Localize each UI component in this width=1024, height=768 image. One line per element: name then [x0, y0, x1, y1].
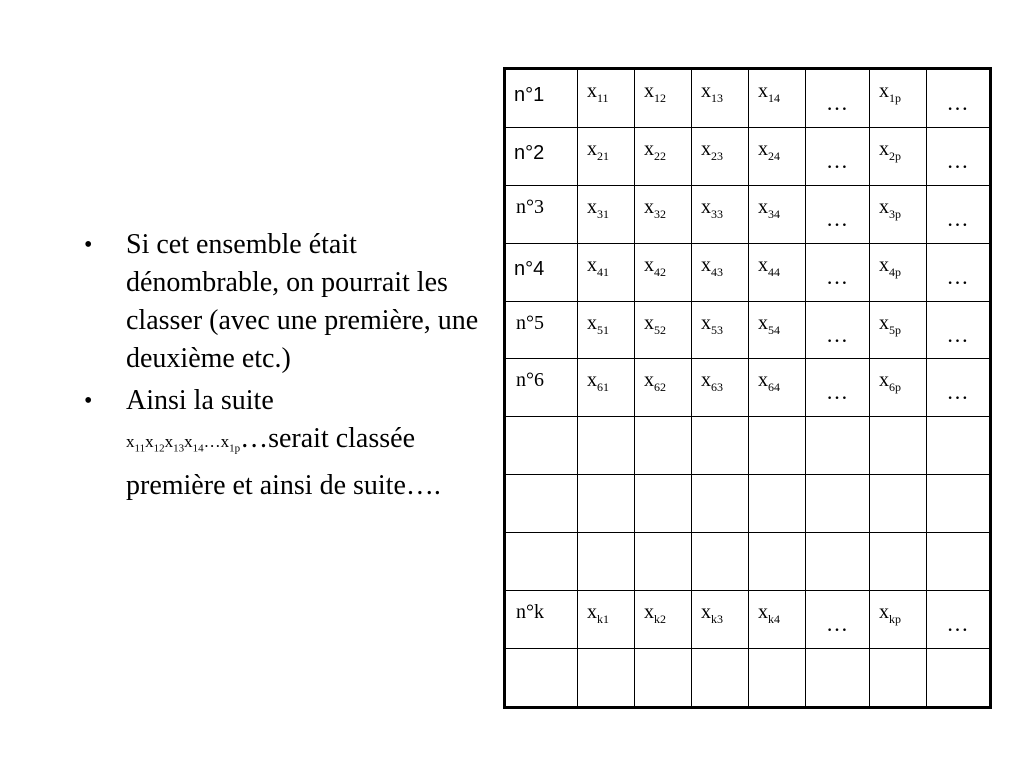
ellipsis: …: [826, 611, 849, 637]
row-label-cell: [505, 243, 578, 301]
x-subscript: 41: [597, 264, 609, 279]
row-label: n°5: [516, 311, 544, 334]
x-term: $x_{12}$: [644, 80, 666, 105]
x-subscript: 61: [597, 380, 609, 395]
x-term: $x_{21}$: [587, 137, 609, 163]
xp-subscript: 1p: [889, 91, 901, 105]
x-subscript: 62: [654, 380, 666, 395]
x-cell: [692, 359, 749, 417]
x-subscript: 53: [711, 322, 723, 337]
ellipsis-cell: [927, 648, 991, 707]
xp-term: $x_{5p}$: [879, 311, 901, 337]
table-row-empty: [505, 533, 991, 591]
x-subscript: 23: [711, 148, 723, 163]
ellipsis-cell: [927, 417, 991, 475]
row-label-cell: [505, 417, 578, 475]
x-cell: [692, 475, 749, 533]
x-term: $x_{64}$: [758, 369, 780, 395]
x-cell: [749, 185, 806, 243]
x-cell: [578, 127, 635, 185]
ellipsis: …: [946, 205, 970, 231]
ellipsis: …: [946, 379, 970, 405]
xp-subscript: 6p: [889, 380, 901, 395]
x-subscript: 11: [597, 91, 609, 105]
xp-term: $x_{3p}$: [879, 195, 901, 221]
xp-cell: [870, 185, 927, 243]
x-cell: [749, 301, 806, 359]
bullet-item-1: [84, 226, 484, 378]
xp-term: $x_{6p}$: [879, 369, 901, 395]
x-term: $x_{32}$: [644, 195, 666, 221]
x-subscript: 24: [768, 148, 780, 163]
table-row: [505, 243, 991, 301]
row-label-cell: [505, 648, 578, 707]
x-cell: [578, 533, 635, 591]
x-cell: [749, 127, 806, 185]
xp-cell: [870, 475, 927, 533]
sequence-term-base: x: [126, 432, 135, 451]
x-subscript: k1: [597, 612, 609, 627]
x-cell: [692, 127, 749, 185]
x-term: $x_{63}$: [701, 369, 723, 395]
x-subscript: 34: [768, 206, 780, 221]
x-term: $x_{62}$: [644, 369, 666, 395]
ellipsis-cell: [927, 243, 991, 301]
x-cell: [692, 185, 749, 243]
x-cell: [749, 591, 806, 649]
xp-cell: [870, 243, 927, 301]
ellipsis: …: [826, 379, 849, 405]
xp-term: $x_{kp}$: [879, 601, 901, 627]
bullet-intro-2: Ainsi la suite: [126, 385, 274, 416]
ellipsis: …: [946, 147, 970, 173]
x-cell: [635, 185, 692, 243]
ellipsis: …: [826, 205, 849, 231]
ellipsis-cell: [927, 359, 991, 417]
x-term: $x_{22}$: [644, 137, 666, 163]
x-subscript: 63: [711, 380, 723, 395]
x-subscript: 44: [768, 264, 780, 279]
x-cell: [749, 475, 806, 533]
row-label-cell: [505, 359, 578, 417]
xp-subscript: 4p: [889, 264, 901, 279]
sequence-term: [184, 432, 204, 455]
ellipsis-cell: [806, 127, 870, 185]
sequence-term-subscript: 11: [134, 442, 146, 455]
ellipsis: …: [826, 263, 849, 289]
x-term: $x_{33}$: [701, 195, 723, 221]
ellipsis-cell: [927, 475, 991, 533]
x-cell: [578, 591, 635, 649]
row-label-cell: [505, 533, 578, 591]
ellipsis: …: [826, 321, 849, 347]
x-cell: [635, 475, 692, 533]
x-cell: [635, 127, 692, 185]
x-term: $x_{13}$: [701, 80, 723, 105]
x-cell: [578, 648, 635, 707]
x-term: $x_{53}$: [701, 311, 723, 337]
xp-term: $x_{1p}$: [879, 80, 901, 105]
x-subscript: 13: [711, 91, 723, 105]
x-term: $x_{54}$: [758, 311, 780, 337]
ellipsis-cell: [806, 301, 870, 359]
row-label-cell: [505, 185, 578, 243]
sequence-term-subscript: 12: [153, 442, 165, 455]
x-cell: [635, 417, 692, 475]
x-cell: [749, 533, 806, 591]
x-cell: [749, 243, 806, 301]
x-term: $x_{51}$: [587, 311, 609, 337]
ellipsis: …: [946, 263, 970, 289]
x-cell: [635, 648, 692, 707]
table-row-empty: [505, 475, 991, 533]
xp-cell: [870, 301, 927, 359]
x-cell: [578, 359, 635, 417]
x-subscript: 64: [768, 380, 780, 395]
row-label-cell: [505, 301, 578, 359]
ellipsis: …: [946, 90, 970, 115]
x-cell: [578, 243, 635, 301]
sequence-term-base: x: [220, 432, 230, 451]
row-label-cell: [505, 69, 578, 128]
enumeration-table: [503, 67, 992, 709]
x-cell: [578, 301, 635, 359]
x-subscript: k3: [711, 612, 723, 627]
x-cell: [578, 185, 635, 243]
x-cell: [635, 533, 692, 591]
ellipsis: …: [946, 611, 970, 637]
bullet-list: [84, 226, 484, 509]
ellipsis-cell: [806, 359, 870, 417]
row-label-cell: [505, 127, 578, 185]
table-row: [505, 301, 991, 359]
ellipsis-cell: [927, 185, 991, 243]
row-label-cell: [505, 475, 578, 533]
x-term: $x_{42}$: [644, 253, 666, 279]
x-subscript: 54: [768, 322, 780, 337]
sequence-term-subscript: 13: [173, 442, 185, 455]
xp-cell: [870, 359, 927, 417]
sequence-term: [145, 432, 165, 455]
x-cell: [578, 475, 635, 533]
x-cell: [692, 243, 749, 301]
ellipsis-cell: [806, 475, 870, 533]
xp-subscript: 3p: [889, 206, 901, 221]
x-subscript: 21: [597, 148, 609, 163]
x-cell: [635, 301, 692, 359]
table-row: [505, 359, 991, 417]
row-label: n°1: [514, 84, 545, 106]
row-label: n°k: [516, 601, 544, 624]
xp-cell: [870, 69, 927, 128]
x-cell: [749, 648, 806, 707]
x-subscript: 51: [597, 322, 609, 337]
sequence-term-base: x: [145, 432, 154, 451]
table-row: [505, 591, 991, 649]
x-cell: [635, 243, 692, 301]
x-subscript: 32: [654, 206, 666, 221]
x-subscript: k4: [768, 612, 780, 627]
xp-subscript: kp: [889, 612, 901, 627]
x-term: $x_{24}$: [758, 137, 780, 163]
x-cell: [635, 359, 692, 417]
bullet-dot: •: [84, 232, 93, 258]
xp-term: $x_{2p}$: [879, 137, 901, 163]
sequence-term-base: x: [184, 432, 193, 451]
xp-cell: [870, 591, 927, 649]
x-cell: [749, 417, 806, 475]
x-term: $x_{11}$: [587, 80, 609, 105]
ellipsis-cell: [806, 533, 870, 591]
x-term: $x_{23}$: [701, 137, 723, 163]
x-subscript: k2: [654, 612, 666, 627]
x-cell: [635, 69, 692, 128]
x-cell: [749, 359, 806, 417]
row-label: n°2: [514, 141, 545, 164]
x-term: $x_{k1}$: [587, 601, 609, 627]
x-cell: [692, 301, 749, 359]
x-cell: [692, 417, 749, 475]
sequence-term-base: x: [164, 432, 174, 451]
x-term: $x_{k2}$: [644, 601, 666, 627]
xp-cell: [870, 127, 927, 185]
sequence-term-subscript: 14: [192, 442, 204, 455]
x-subscript: 33: [711, 206, 723, 221]
sequence-term-subscript: 1p: [229, 442, 241, 455]
x-subscript: 14: [768, 91, 780, 105]
x-term: $x_{31}$: [587, 195, 609, 221]
xp-subscript: 5p: [889, 322, 901, 337]
xp-cell: [870, 417, 927, 475]
bullet-tail-2: serait classée première et ainsi de suite….: [126, 423, 441, 502]
row-label: n°6: [516, 369, 544, 392]
bullet-dot: •: [84, 388, 93, 414]
ellipsis-cell: [806, 591, 870, 649]
x-cell: [635, 591, 692, 649]
x-term: $x_{44}$: [758, 253, 780, 279]
x-subscript: 12: [654, 91, 666, 105]
ellipsis-cell: [927, 69, 991, 128]
x-cell: [578, 417, 635, 475]
sequence-term: [220, 432, 241, 455]
x-cell: [692, 533, 749, 591]
x-term: $x_{k3}$: [701, 601, 723, 627]
ellipsis: …: [826, 147, 849, 173]
sequence-term: [126, 432, 146, 455]
ellipsis-cell: [806, 243, 870, 301]
x-subscript: 43: [711, 264, 723, 279]
x-cell: [749, 69, 806, 128]
ellipsis: …: [826, 90, 849, 115]
x-subscript: 31: [597, 206, 609, 221]
sequence-expression: [126, 432, 241, 455]
ellipsis-cell: [927, 591, 991, 649]
x-subscript: 22: [654, 148, 666, 163]
xp-term: $x_{4p}$: [879, 253, 901, 279]
table-row-empty: [505, 417, 991, 475]
xp-cell: [870, 533, 927, 591]
x-cell: [692, 648, 749, 707]
ellipsis-cell: [927, 533, 991, 591]
table-row: [505, 127, 991, 185]
sequence-ellipsis: …: [240, 423, 269, 454]
x-subscript: 42: [654, 264, 666, 279]
ellipsis-cell: [806, 417, 870, 475]
x-term: $x_{43}$: [701, 253, 723, 279]
x-term: $x_{41}$: [587, 253, 609, 279]
table-row: [505, 69, 991, 128]
ellipsis-cell: [927, 301, 991, 359]
ellipsis: …: [946, 321, 970, 347]
x-term: $x_{61}$: [587, 369, 609, 395]
x-term: $x_{52}$: [644, 311, 666, 337]
x-cell: [692, 591, 749, 649]
row-label: n°3: [516, 195, 544, 218]
ellipsis-cell: [806, 185, 870, 243]
row-label: n°4: [514, 257, 545, 280]
x-term: $x_{k4}$: [758, 601, 780, 627]
ellipsis-cell: [806, 648, 870, 707]
sequence-term: [204, 432, 221, 451]
xp-subscript: 2p: [889, 148, 901, 163]
row-label-cell: [505, 591, 578, 649]
bullet-text-1: Si cet ensemble était dénombrable, on pourrait les classer (avec une première, une deuxième etc.): [126, 229, 479, 374]
x-cell: [692, 69, 749, 128]
table-row-empty: [505, 648, 991, 707]
x-cell: [578, 69, 635, 128]
ellipsis-cell: [927, 127, 991, 185]
sequence-term: [164, 432, 185, 455]
table-row: [505, 185, 991, 243]
bullet-item-2: [84, 382, 484, 505]
x-term: $x_{14}$: [758, 80, 780, 105]
sequence-term-base: …: [203, 432, 221, 451]
x-subscript: 52: [654, 322, 666, 337]
ellipsis-cell: [806, 69, 870, 128]
xp-cell: [870, 648, 927, 707]
x-term: $x_{34}$: [758, 195, 780, 221]
